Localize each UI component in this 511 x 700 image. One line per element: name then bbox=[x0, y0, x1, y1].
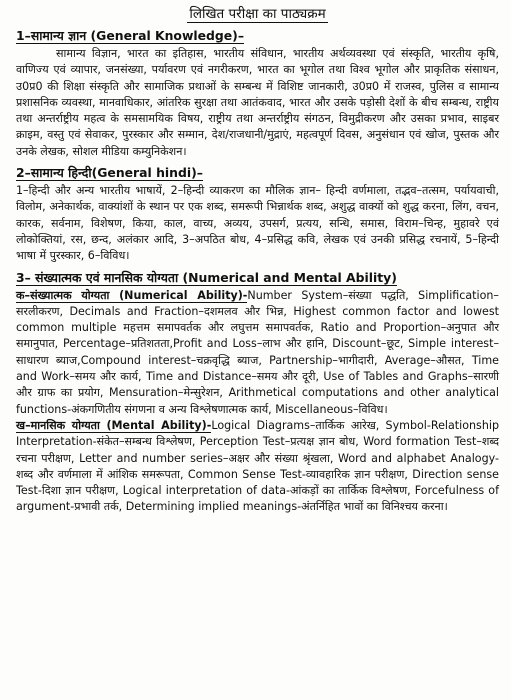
section-heading-text: 1–सामान्य ज्ञान (General Knowledge)– bbox=[16, 28, 245, 43]
subsection-numerical-ability bbox=[16, 288, 499, 418]
page-title bbox=[16, 5, 499, 23]
section-heading-general-knowledge bbox=[16, 27, 499, 44]
subsection-heading-mental: ख–मानसिक योग्यता (Mental Ability)- bbox=[16, 418, 212, 432]
section-general-hindi bbox=[16, 164, 499, 264]
subsection-mental-ability bbox=[16, 418, 499, 516]
section-general-knowledge bbox=[16, 27, 499, 160]
subsection-body-mental: Logical Diagrams–तार्किक आरेख, Symbol-Relationship Interpretation-संकेत–सम्बन्ध विश्लेषण, Perception Test–प्रत्यक्ष ज्ञान बोध, Word formation Test–शब्द रचना परीक्षण, Letter and number series–अक्षर और संख्या श्रृंखला, Word and alphabet Analogy-शब्द और वर्णमाला में आंशिक समरूपता, Common Sense Test-व्यावहारिक ज्ञान परीक्षण, Direction sense Test-दिशा ज्ञान परीक्षण, Logical interpretation of data-आंकड़ों का तार्किक विश्लेषण, Forcefulness of argument-प्रभावी तर्क, Determining implied meanings-अंतर्निहित भावों का विनिश्चय करना। bbox=[16, 418, 499, 514]
section-body-general-hindi: 1–हिन्दी और अन्य भारतीय भाषायें, 2–हिन्दी व्याकरण का मौलिक ज्ञान– हिन्दी वर्णमाला, तद्भव–तत्सम, पर्यायवाची, विलोम, अनेकार्थक, वाक्यांशों के स्थान पर एक शब्द, समरूपी भिन्नार्थक शब्द, अशुद्ध वाक्यों को शुद्ध करना, लिंग, वचन, कारक, सर्वनाम, विशेषण, किया, काल, वाच्य, अव्यय, उपसर्ग, प्रत्यय, सन्धि, समास, विराम–चिन्ह, मुहावरे एवं लोकोक्तियां, रस, छन्द, अलंकार आदि, 3–अपठित बोध, 4–प्रसिद्ध कवि, लेखक एवं उनकी प्रसिद्ध रचनायें, 5–हिन्दी भाषा में पुरस्कार, 6–विविध। bbox=[16, 184, 499, 263]
subsection-heading-numerical: क–संख्यात्मक योग्यता (Numerical Ability)- bbox=[16, 288, 248, 302]
section-heading-numerical-mental bbox=[16, 269, 499, 286]
section-heading-general-hindi bbox=[16, 164, 499, 181]
subsection-body-numerical: Number System–संख्या पद्धति, Simplification–सरलीकरण, Decimals and Fraction–दशमलव और भिन्न, Highest common factor and lowest common multiple महत्तम समापवर्तक और लघुत्तम समापवर्तक, Ratio and Proportion–अनुपात और समानुपात, Percentage–प्रतिशतता,Profit and Loss–लाभ और हानि, Discount–छूट, Simple interest–साधारण ब्याज,Compound interest–चक्रवृद्धि ब्याज, Partnership–भागीदारी, Average–औसत, Time and Work–समय और कार्य, Time and Distance–समय और दूरी, Use of Tables and Graphs–सारणी और ग्राफ का प्रयोग, Mensuration–मेन्सुरेशन, Arithmetical computations and other analytical functions-अंकगणितीय संगणना व अन्य विश्लेषणात्मक कार्य, Miscellaneous–विविध। bbox=[16, 288, 499, 416]
page-title-text: लिखित परीक्षा का पाठ्यक्रम bbox=[189, 6, 326, 22]
section-body-general-knowledge: सामान्य विज्ञान, भारत का इतिहास, भारतीय संविधान, भारतीय अर्थव्यवस्था एवं संस्कृति, भारतीय कृषि, वाणिज्य एवं व्यापार, जनसंख्या, पर्यावरण एवं नगरीकरण, भारत का भूगोल तथा विश्व भूगोल और प्राकृतिक संसाधन, उ0प्र0 की शिक्षा संस्कृति और सामाजिक प्रथाओं के सम्बन्ध में विशिष्ट जानकारी, उ0प्र0 में राजस्व, पुलिस व सामान्य प्रशासनिक व्यवस्था, मानवाधिकार, आंतरिक सुरक्षा तथा आतंकवाद, भारत और उसके पड़ोसी देशों के बीच सम्बन्ध, राष्ट्रीय तथा अन्तर्राष्ट्रीय महत्व के समसामयिक विषय, राष्ट्रीय तथा अन्तर्राष्ट्रीय संगठन, विमुद्रीकरण और उसका प्रभाव, साइबर क्राइम, वस्तु एवं सेवाकर, पुरस्कार और सम्मान, देश/राजधानी/मुद्राएं, महत्वपूर्ण दिवस, अनुसंधान एवं खोज, पुस्तक और उनके लेखक, सोशल मीडिया कम्युनिकेशन। bbox=[16, 47, 499, 158]
section-heading-text: 2–सामान्य हिन्दी(General hindi)– bbox=[16, 165, 203, 181]
section-numerical-mental-ability bbox=[16, 269, 499, 516]
section-heading-text: 3– संख्यात्मक एवं मानसिक योग्यता (Numerical and Mental Ability) bbox=[16, 269, 397, 285]
